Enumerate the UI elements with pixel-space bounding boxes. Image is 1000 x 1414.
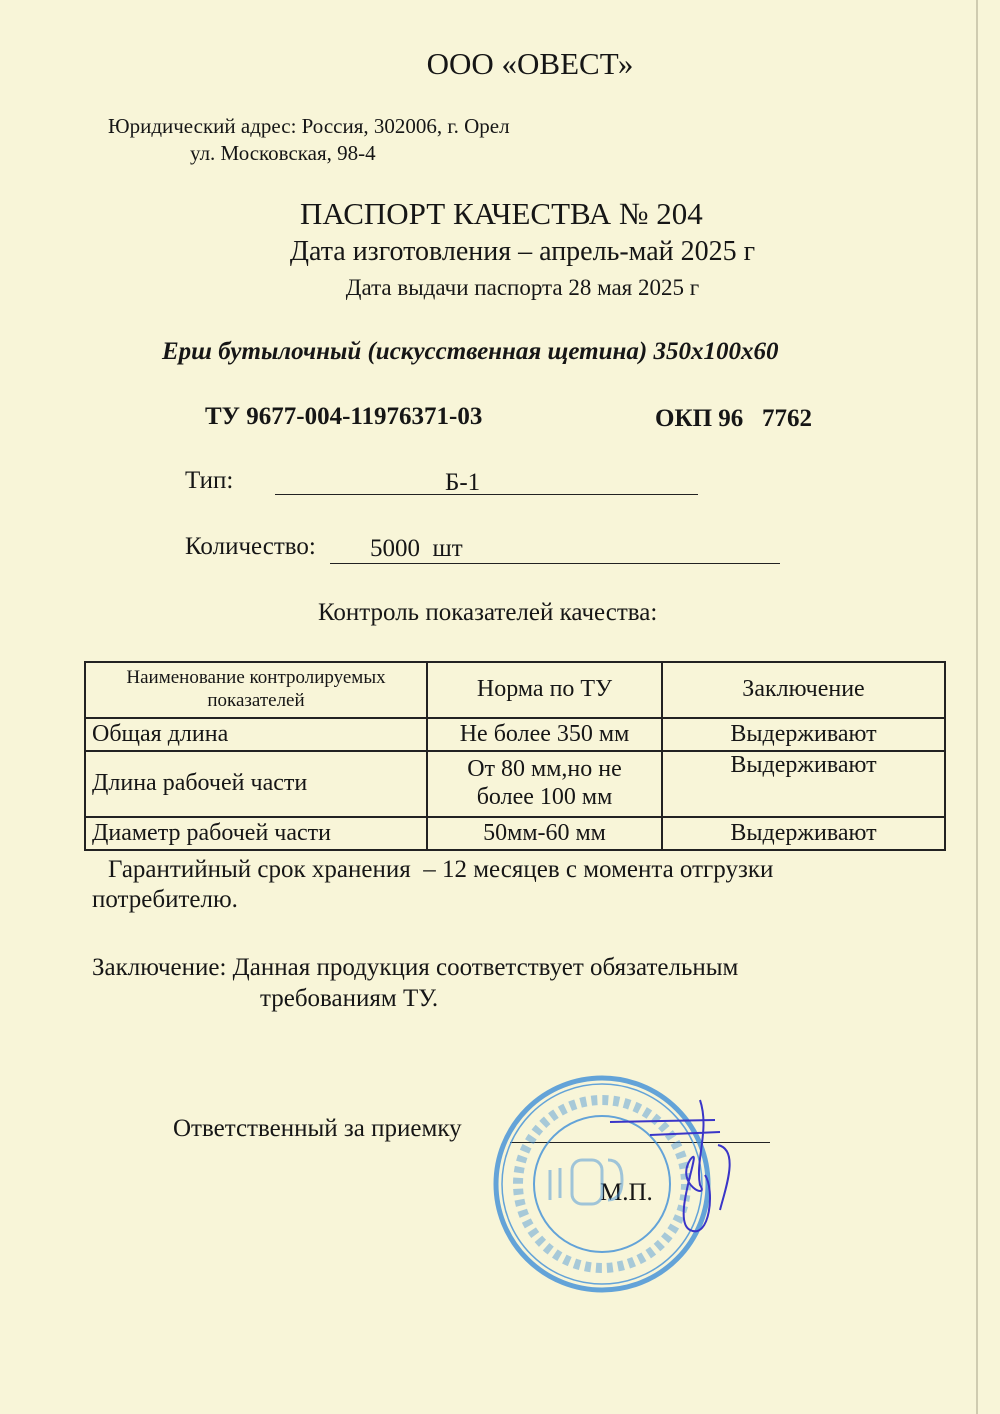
- quantity-label: Количество:: [185, 533, 316, 560]
- table-row: [85, 718, 945, 751]
- company-name: ООО «ОВЕСТ»: [426, 46, 634, 81]
- okp-number: ОКП 96 7762: [655, 405, 813, 432]
- table-header-row: [85, 662, 945, 718]
- quality-table: [84, 661, 946, 851]
- address-line2: ул. Московская, 98-4: [190, 141, 376, 165]
- quantity-value: 5000 шт: [370, 535, 463, 562]
- tu-number: ТУ 9677-004-11976371-03: [205, 403, 483, 430]
- conclusion-line2: требованиям ТУ.: [260, 985, 439, 1012]
- type-value: Б-1: [445, 469, 481, 496]
- control-heading: Контроль показателей качества:: [318, 599, 658, 626]
- table-row: [85, 817, 945, 850]
- responsible-label: Ответственный за приемку: [173, 1115, 462, 1142]
- signature: [600, 1090, 740, 1240]
- address-line1: Юридический адрес: Россия, 302006, г. Орел: [108, 114, 510, 138]
- manufacture-date: Дата изготовления – апрель-май 2025 г: [289, 236, 756, 267]
- header-norm: Норма по ТУ: [427, 662, 662, 718]
- conclusion-line1: Заключение: Данная продукция соответствует обязательным: [92, 954, 739, 981]
- product-name: Ерш бутылочный (искусственная щетина) 350х100х60: [162, 338, 779, 365]
- document-title: ПАСПОРТ КАЧЕСТВА № 204: [300, 196, 703, 231]
- type-label: Тип:: [185, 467, 234, 494]
- scan-edge: [976, 0, 978, 1414]
- header-conclusion: Заключение: [662, 662, 945, 718]
- warranty-line1: Гарантийный срок хранения – 12 месяцев с момента отгрузки: [108, 856, 774, 883]
- cell-conclusion: Выдерживают: [662, 817, 945, 850]
- issue-date: Дата выдачи паспорта 28 мая 2025 г: [345, 275, 700, 300]
- cell-indicator: Длина рабочей части: [85, 751, 427, 817]
- type-underline: [275, 494, 698, 495]
- cell-conclusion: Выдерживают: [662, 718, 945, 751]
- stamp-place-label: М.П.: [600, 1179, 653, 1206]
- cell-norm: 50мм-60 мм: [427, 817, 662, 850]
- cell-norm: Не более 350 мм: [427, 718, 662, 751]
- cell-norm: От 80 мм,но не более 100 мм: [427, 751, 662, 817]
- table-row: [85, 751, 945, 817]
- warranty-line2: потребителю.: [92, 886, 238, 913]
- cell-conclusion: Выдерживают: [662, 751, 945, 817]
- cell-indicator: Диаметр рабочей части: [85, 817, 427, 850]
- header-indicator: Наименование контролируемых показателей: [85, 662, 427, 718]
- cell-indicator: Общая длина: [85, 718, 427, 751]
- quantity-underline: [330, 563, 780, 564]
